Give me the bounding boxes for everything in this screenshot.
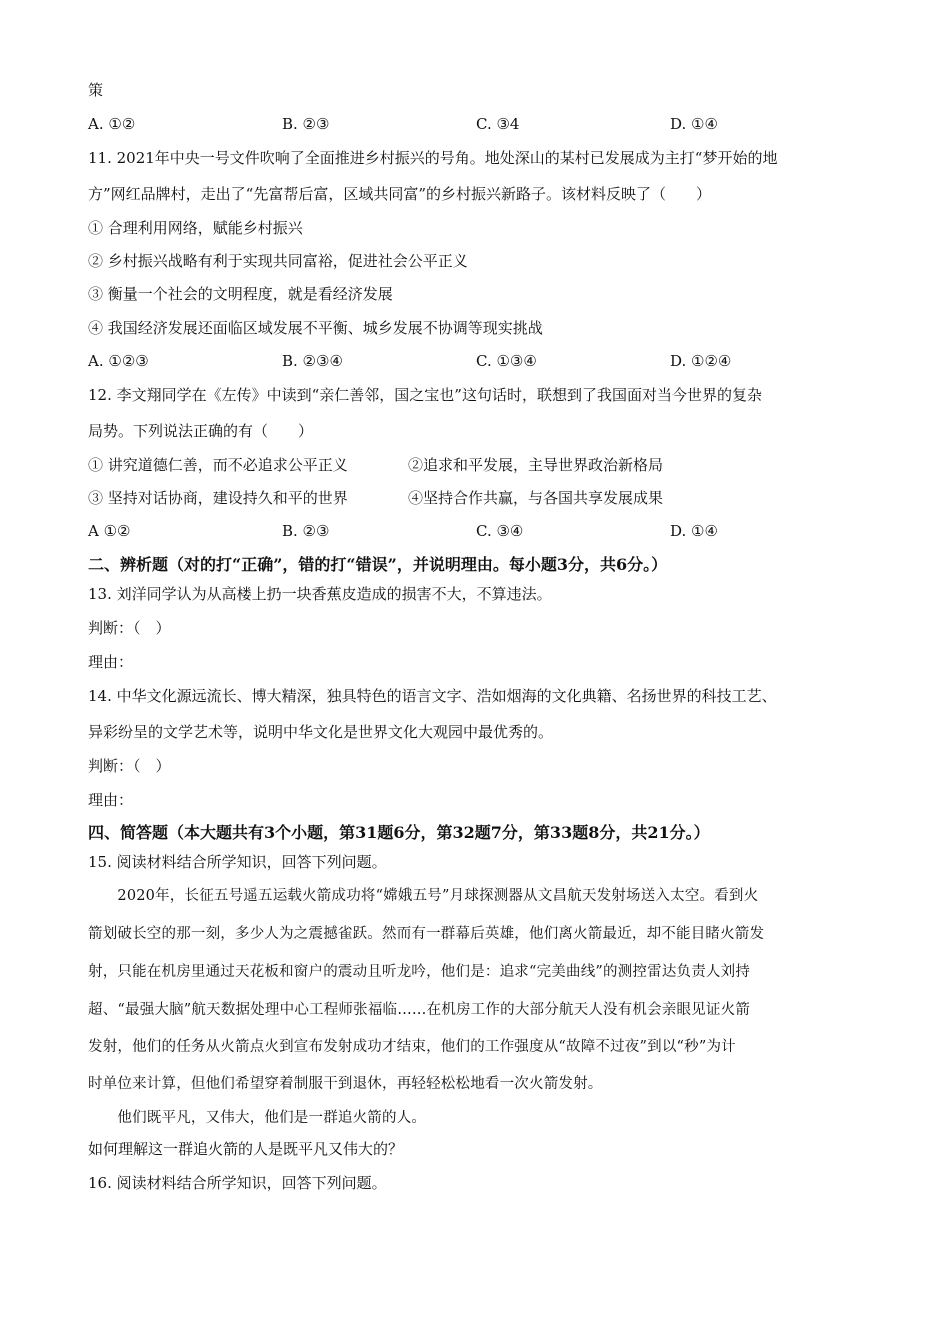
option-a: A. ①② [88,115,136,133]
prev-question-tail: 策 [88,81,104,99]
option-a: A ①② [88,522,131,540]
option-a: A. ①②③ [88,352,149,370]
q12-options [88,521,868,541]
option-d: D. ①②④ [670,352,732,370]
section-4-title: 四、简答题（本大题共有3个小题，第31题6分，第32题7分，第33题8分，共21分。） [88,823,710,842]
q15-material-line6: 时单位来计算，但他们希望穿着制服干到退休，再轻轻松松地看一次火箭发射。 [88,1076,603,1092]
q14-reason: 理由： [88,791,134,809]
prev-question-options [88,114,868,134]
q15-material-line1: 2020年，长征五号遥五运载火箭成功将“嫦娥五号”月球探测器从文昌航天发射场送入太空。看到火 [88,888,759,904]
q14-stem-line2: 异彩纷呈的文学艺术等，说明中华文化是世界文化大观园中最优秀的。 [88,723,554,741]
q13-stem: 13. 刘洋同学认为从高楼上扔一块香蕉皮造成的损害不大，不算违法。 [88,585,552,603]
q15-intro: 15. 阅读材料结合所学知识，回答下列问题。 [88,853,387,871]
q15-material-line4: 超、“最强大脑”航天数据处理中心工程师张福临……在机房工作的大部分航天人没有机会亲眼见证火箭 [88,1002,751,1018]
q11-stem-line1: 11. 2021年中央一号文件吹响了全面推进乡村振兴的号角。地处深山的某村已发展成为主打“梦开始的地 [88,149,778,167]
q12-item-1: ① 讲究道德仁善，而不必追求公平正义 [88,456,348,474]
q15-material-line3: 射，只能在机房里通过天花板和窗户的震动且听龙吟，他们是：追求“完美曲线”的测控雷达负责人刘持 [88,964,751,980]
q12-stem-line1: 12. 李文翔同学在《左传》中读到“亲仁善邻，国之宝也”这句话时，联想到了我国面对当今世界的复杂 [88,386,762,404]
option-d: D. ①④ [670,522,718,540]
q11-item-1: ① 合理利用网络，赋能乡村振兴 [88,219,303,237]
q11-options [88,351,868,371]
q15-material-line2: 箭划破长空的那一刻，多少人为之震撼雀跃。然而有一群幕后英雄，他们离火箭最近，却不能目睹火箭发 [88,926,765,942]
section-2-title: 二、辨析题（对的打“正确”，错的打“错误”，并说明理由。每小题3分，共6分。） [88,555,668,574]
q12-item-4: ④坚持合作共赢，与各国共享发展成果 [408,489,664,507]
q12-item-3: ③ 坚持对话协商，建设持久和平的世界 [88,489,348,507]
q12-items-row1 [88,455,868,475]
q15-material-line7: 他们既平凡，又伟大，他们是一群追火箭的人。 [88,1110,427,1126]
option-b: B. ②③ [282,522,330,540]
q15-question: 如何理解这一群追火箭的人是既平凡又伟大的？ [88,1140,404,1158]
q11-item-3: ③ 衡量一个社会的文明程度，就是看经济发展 [88,285,393,303]
q13-judgement: 判断：（ ） [88,619,171,637]
option-c: C. ①③④ [476,352,537,370]
q11-stem-line2: 方”网红品牌村，走出了“先富帮后富，区域共同富”的乡村振兴新路子。该材料反映了（ ） [88,185,712,203]
option-c: C. ③④ [476,522,524,540]
q14-stem-line1: 14. 中华文化源远流长、博大精深，独具特色的语言文字、浩如烟海的文化典籍、名扬世界的科技工艺、 [88,687,777,705]
q13-reason: 理由： [88,653,134,671]
q12-stem-line2: 局势。下列说法正确的有（ ） [88,422,314,440]
q11-item-4: ④ 我国经济发展还面临区域发展不平衡、城乡发展不协调等现实挑战 [88,319,543,337]
q14-judgement: 判断：（ ） [88,757,171,775]
option-b: B. ②③ [282,115,330,133]
option-b: B. ②③④ [282,352,343,370]
q11-item-2: ② 乡村振兴战略有利于实现共同富裕，促进社会公平正义 [88,252,468,270]
q16-intro: 16. 阅读材料结合所学知识，回答下列问题。 [88,1174,387,1192]
q12-items-row2 [88,488,868,508]
option-d: D. ①④ [670,115,718,133]
q12-item-2: ②追求和平发展，主导世界政治新格局 [408,456,664,474]
option-c: C. ③4 [476,115,520,133]
q15-material-line5: 发射，他们的任务从火箭点火到宣布发射成功才结束，他们的工作强度从“故障不过夜”到以“秒”为计 [88,1039,736,1055]
